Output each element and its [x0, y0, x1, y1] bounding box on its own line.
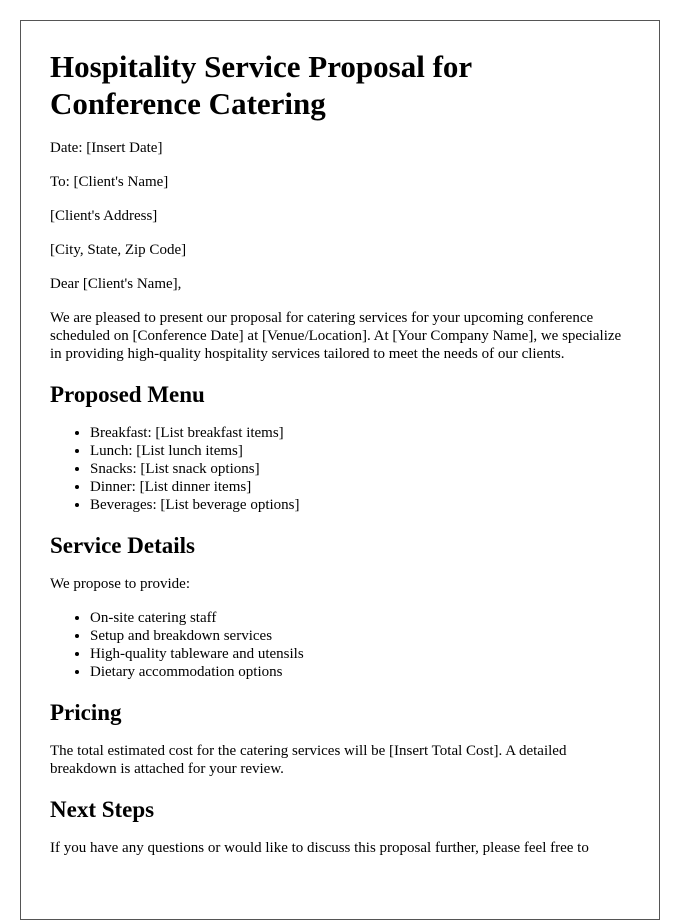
pricing-paragraph: The total estimated cost for the catering services will be [Insert Total Cost]. A detailed breakdown is attached for your review.: [50, 743, 567, 777]
document-title: Hospitality Service Proposal for Conference Catering: [50, 49, 472, 121]
recipient-line: To: [Client's Name]: [50, 174, 169, 190]
address-line: [Client's Address]: [50, 208, 158, 224]
service-heading: Service Details: [50, 533, 195, 558]
list-item: • On-site catering staff: [90, 609, 630, 627]
service-list: [50, 609, 630, 681]
list-item: • Beverages: [List beverage options]: [90, 496, 630, 514]
intro-paragraph: We are pleased to present our proposal for catering services for your upcoming conference scheduled on [Conference Date] at [Venue/Location]. At [Your Company Name], we specialize in providing high-quality hospitality services tailored to meet the needs of our clients.: [50, 310, 622, 362]
next-steps-paragraph: If you have any questions or would like to discuss this proposal further, please feel free to: [50, 840, 589, 856]
list-item: • Breakfast: [List breakfast items]: [90, 424, 630, 442]
list-item: • Dietary accommodation options: [90, 663, 630, 681]
date-line: Date: [Insert Date]: [50, 140, 163, 156]
city-state-zip-line: [City, State, Zip Code]: [50, 242, 187, 258]
service-lead: We propose to provide:: [50, 576, 191, 592]
proposal-document: [20, 20, 660, 920]
list-item: • Dinner: [List dinner items]: [90, 478, 630, 496]
list-item: • Lunch: [List lunch items]: [90, 442, 630, 460]
next-steps-heading: Next Steps: [50, 797, 155, 822]
list-item: • Setup and breakdown services: [90, 627, 630, 645]
menu-list: [50, 424, 630, 514]
list-item: • High-quality tableware and utensils: [90, 645, 630, 663]
pricing-heading: Pricing: [50, 700, 122, 725]
menu-heading: Proposed Menu: [50, 382, 205, 407]
list-item: • Snacks: [List snack options]: [90, 460, 630, 478]
salutation: Dear [Client's Name],: [50, 276, 182, 292]
